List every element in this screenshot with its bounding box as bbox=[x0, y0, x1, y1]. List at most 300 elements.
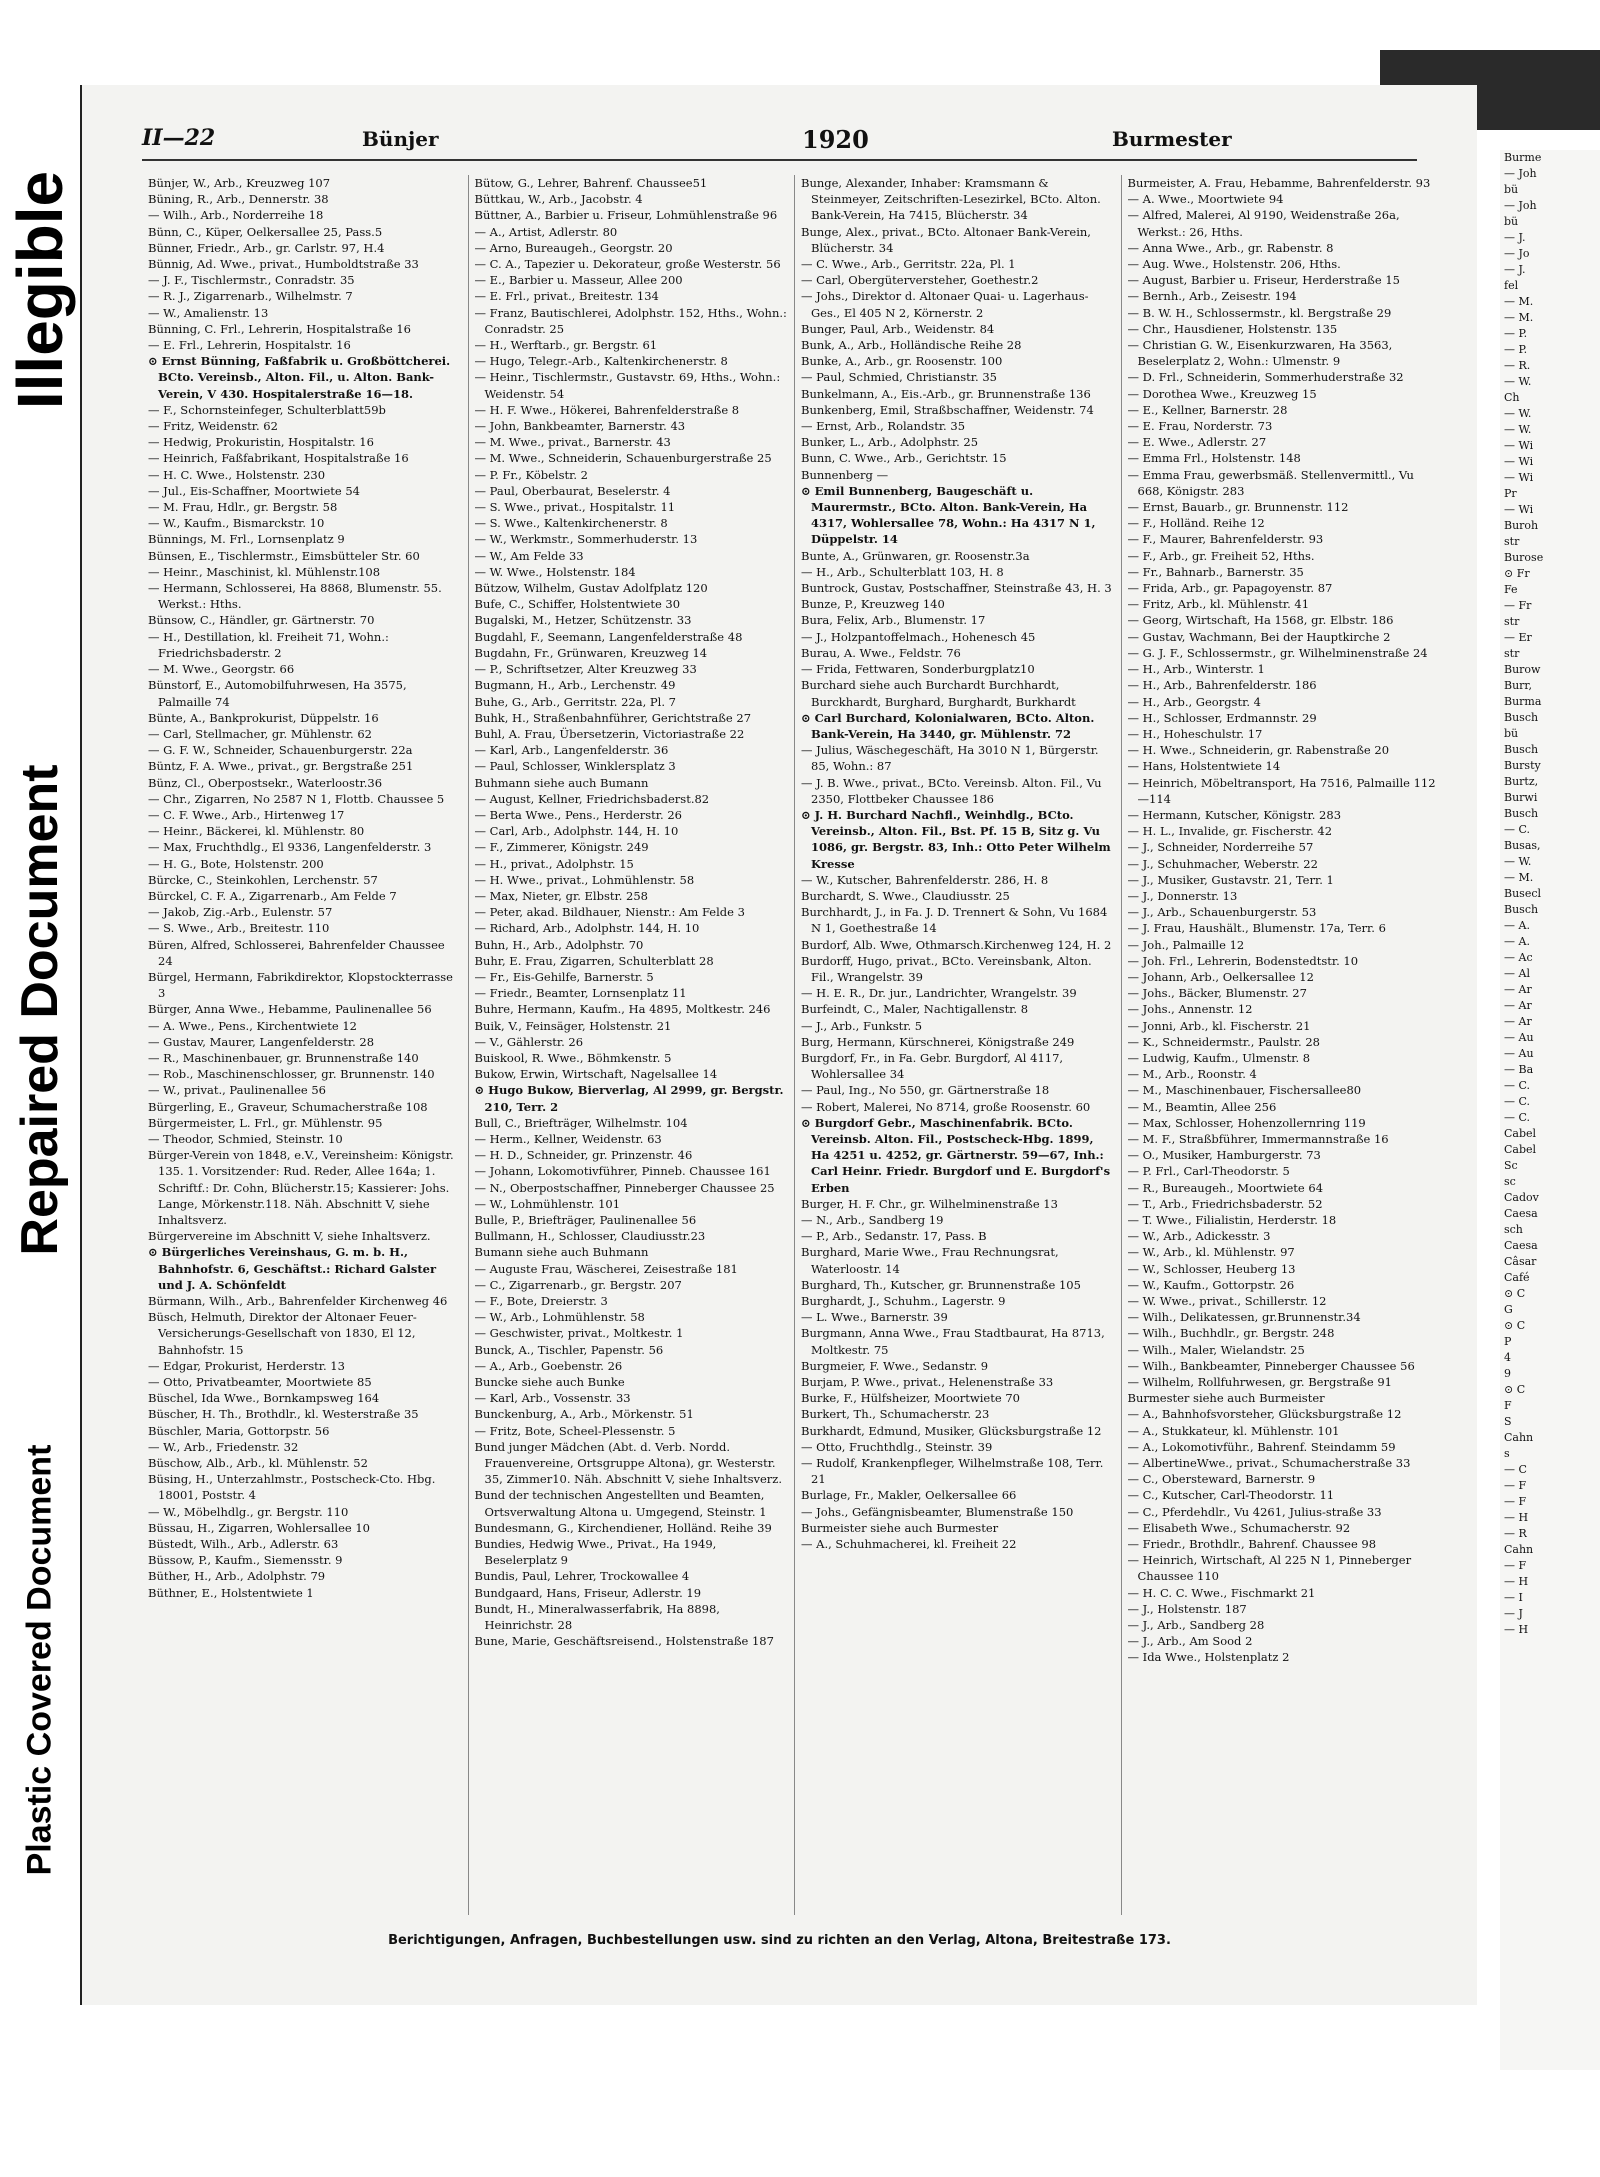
directory-entry: — W., Arb., Adickesstr. 3 bbox=[1127, 1229, 1271, 1244]
directory-entry: — Ida Wwe., Holstenplatz 2 bbox=[1127, 1650, 1290, 1665]
page-year: 1920 bbox=[802, 125, 869, 154]
directory-entry: — AlbertineWwe., privat., Schumacherstraße 33 bbox=[1127, 1456, 1411, 1471]
directory-entry: — Friedr., Beamter, Lornsenplatz 11 bbox=[474, 986, 687, 1001]
directory-entry: Bugdahn, Fr., Grünwaren, Kreuzweg 14 bbox=[474, 645, 708, 660]
partial-entry: Burma bbox=[1504, 695, 1542, 708]
last-entry-name: Burmester bbox=[1112, 127, 1232, 151]
partial-entry: sch bbox=[1504, 1223, 1523, 1236]
directory-entry: — Fritz, Bote, Scheel-Plessenstr. 5 bbox=[474, 1423, 676, 1438]
partial-entry: Caesa bbox=[1504, 1239, 1538, 1252]
directory-entry: Burg, Hermann, Kürschnerei, Königstraße 249 bbox=[801, 1034, 1075, 1049]
directory-entry: — Arno, Bureaugeh., Georgstr. 20 bbox=[474, 240, 673, 255]
directory-entry: — B. W. H., Schlossermstr., kl. Bergstraße 29 bbox=[1127, 305, 1392, 320]
directory-entry: Bünz, Cl., Oberpostsekr., Waterloostr.36 bbox=[148, 775, 383, 790]
directory-entry: — A., Artist, Adlerstr. 80 bbox=[474, 224, 618, 239]
partial-entry: Buroh bbox=[1504, 519, 1539, 532]
directory-entry: Bunger, Paul, Arb., Weidenstr. 84 bbox=[801, 321, 995, 336]
partial-entry: P bbox=[1504, 1335, 1512, 1348]
partial-entry: Burwi bbox=[1504, 791, 1538, 804]
directory-entry: — Heinr., Maschinist, kl. Mühlenstr.108 bbox=[148, 564, 381, 579]
partial-entry: ⊙ C bbox=[1504, 1383, 1526, 1396]
partial-entry: — F bbox=[1504, 1559, 1527, 1572]
directory-entry: — Carl, Arb., Adolphstr. 144, H. 10 bbox=[474, 824, 679, 839]
directory-entry: Buhk, H., Straßenbahnführer, Gerichtstraße 27 bbox=[474, 710, 752, 725]
partial-entry: — C. bbox=[1504, 823, 1531, 836]
directory-entry: — August, Kellner, Friedrichsbaderst.82 bbox=[474, 791, 710, 806]
directory-entry: — Theodor, Schmied, Steinstr. 10 bbox=[148, 1131, 343, 1146]
directory-entry: — Heinrich, Faßfabrikant, Hospitalstraße 16 bbox=[148, 451, 409, 466]
directory-entry: Buhn, H., Arb., Adolphstr. 70 bbox=[474, 937, 644, 952]
partial-entry: — I bbox=[1504, 1591, 1523, 1604]
directory-entry: Büntz, F. A. Wwe., privat., gr. Bergstraße 251 bbox=[148, 759, 414, 774]
partial-entry: Pr bbox=[1504, 487, 1517, 500]
directory-entry: — H., Destillation, kl. Freiheit 71, Wohn.: Friedrichsbaderstr. 2 bbox=[148, 629, 389, 660]
page-footer: Berichtigungen, Anfragen, Buchbestellungen usw. sind zu richten an den Verlag, Altona, Breitestraße 173. bbox=[388, 1933, 1171, 1948]
directory-entry: — C., Pferdehdlr., Vu 4261, Julius-straße 33 bbox=[1127, 1504, 1382, 1519]
partial-entry: Cadov bbox=[1504, 1191, 1539, 1204]
directory-entry: — Geschwister, privat., Moltkestr. 1 bbox=[474, 1326, 684, 1341]
directory-entry: Büstedt, Wilh., Arb., Adlerstr. 63 bbox=[148, 1537, 339, 1552]
directory-entry: — J. B. Wwe., privat., BCto. Vereinsb. Alton. Fil., Vu 2350, Flottbeker Chaussee 186 bbox=[801, 775, 1102, 806]
directory-entry: — H., Werftarb., gr. Bergstr. 61 bbox=[474, 338, 658, 353]
directory-entry: Burkhardt, Edmund, Musiker, Glücksburgstraße 12 bbox=[801, 1423, 1102, 1438]
directory-entry: — E. Wwe., Adlerstr. 27 bbox=[1127, 435, 1267, 450]
directory-entry: — Johs., Direktor d. Altonaer Quai- u. Lagerhaus-Ges., El 405 N 2, Körnerstr. 2 bbox=[801, 289, 1089, 320]
directory-entry: — Edgar, Prokurist, Herderstr. 13 bbox=[148, 1358, 345, 1373]
directory-entry: Burghard, Marie Wwe., Frau Rechnungsrat, Waterloostr. 14 bbox=[801, 1245, 1059, 1276]
directory-entry: Burchardt, S. Wwe., Claudiusstr. 25 bbox=[801, 888, 1010, 903]
directory-entry: — F., Bote, Dreierstr. 3 bbox=[474, 1294, 608, 1309]
partial-entry: — Wi bbox=[1504, 439, 1534, 452]
directory-entry: — E., Barbier u. Masseur, Allee 200 bbox=[474, 273, 683, 288]
partial-entry: — Er bbox=[1504, 631, 1532, 644]
directory-entry: Bugdahl, F., Seemann, Langenfelderstraße 48 bbox=[474, 629, 743, 644]
partial-entry: — Wi bbox=[1504, 471, 1534, 484]
directory-entry: Bunge, Alex., privat., BCto. Altonaer Bank-Verein, Blücherstr. 34 bbox=[801, 224, 1091, 255]
directory-entry: — Frida, Arb., gr. Papagoyenstr. 87 bbox=[1127, 581, 1333, 596]
partial-entry: Cahn bbox=[1504, 1543, 1534, 1556]
next-page-strip bbox=[1500, 150, 1600, 2070]
directory-entry: Burchard siehe auch Burchardt Burchhardt, Burckhardt, Burghard, Burghardt, Burkhardt bbox=[801, 678, 1076, 709]
directory-entry: Büschow, Alb., Arb., kl. Mühlenstr. 52 bbox=[148, 1456, 368, 1471]
directory-entry: — K., Schneidermstr., Paulstr. 28 bbox=[1127, 1034, 1320, 1049]
directory-entry: Büther, H., Arb., Adolphstr. 79 bbox=[148, 1569, 326, 1584]
directory-entry: — J., Donnerstr. 13 bbox=[1127, 888, 1238, 903]
directory-entry: — Paul, Oberbaurat, Beselerstr. 4 bbox=[474, 483, 671, 498]
directory-entry: Buntrock, Gustav, Postschaffner, Steinstraße 43, H. 3 bbox=[801, 581, 1112, 596]
partial-entry: bü bbox=[1504, 183, 1519, 196]
directory-entry: Büttner, A., Barbier u. Friseur, Lohmühlenstraße 96 bbox=[474, 208, 778, 223]
directory-entry: — J., Holzpantoffelmach., Hohenesch 45 bbox=[801, 629, 1036, 644]
entry-columns bbox=[142, 175, 1447, 1915]
directory-entry: — A., Stukkateur, kl. Mühlenstr. 101 bbox=[1127, 1423, 1340, 1438]
directory-entry: — Carl, Stellmacher, gr. Mühlenstr. 62 bbox=[148, 726, 373, 741]
partial-entry: fel bbox=[1504, 279, 1519, 292]
directory-entry: — W., Arb., Lohmühlenstr. 58 bbox=[474, 1310, 645, 1325]
directory-entry: — Hugo, Telegr.-Arb., Kaltenkirchenerstr. 8 bbox=[474, 354, 728, 369]
partial-entry: — R. bbox=[1504, 359, 1531, 372]
directory-entry: — Berta Wwe., Pens., Herderstr. 26 bbox=[474, 807, 682, 822]
directory-entry: Burmester siehe auch Burmeister bbox=[1127, 1391, 1325, 1406]
directory-entry: Buik, V., Feinsäger, Holstenstr. 21 bbox=[474, 1018, 672, 1033]
partial-entry: — F bbox=[1504, 1495, 1527, 1508]
partial-entry: F bbox=[1504, 1399, 1512, 1412]
directory-entry: — W., Kutscher, Bahrenfelderstr. 286, H. 8 bbox=[801, 872, 1049, 887]
directory-entry: — Otto, Fruchthdlg., Steinstr. 39 bbox=[801, 1439, 993, 1454]
directory-entry: ⊙ Hugo Bukow, Bierverlag, Al 2999, gr. Bergstr. 210, Terr. 2 bbox=[474, 1083, 784, 1114]
partial-entry: — C. bbox=[1504, 1095, 1531, 1108]
directory-entry: — M. Wwe., Georgstr. 66 bbox=[148, 662, 295, 677]
directory-entry: — P. Frl., Carl-Theodorstr. 5 bbox=[1127, 1164, 1290, 1179]
directory-entry: — H., Arb., Bahrenfelderstr. 186 bbox=[1127, 678, 1317, 693]
page-number: II—22 bbox=[142, 125, 216, 151]
directory-entry: Bürgermeister, L. Frl., gr. Mühlenstr. 95 bbox=[148, 1115, 383, 1130]
directory-entry: Bundies, Hedwig Wwe., Privat., Ha 1949, Beselerplatz 9 bbox=[474, 1537, 717, 1568]
directory-entry: — Ludwig, Kaufm., Ulmenstr. 8 bbox=[1127, 1050, 1311, 1065]
directory-entry: — L. Wwe., Barnerstr. 39 bbox=[801, 1310, 948, 1325]
directory-entry: Bunckenburg, A., Arb., Mörkenstr. 51 bbox=[474, 1407, 694, 1422]
directory-entry: — M. Frau, Hdlr., gr. Bergstr. 58 bbox=[148, 500, 338, 515]
directory-entry: — J. Frau, Haushält., Blumenstr. 17a, Terr. 6 bbox=[1127, 921, 1386, 936]
directory-entry: Bürcke, C., Steinkohlen, Lerchenstr. 57 bbox=[148, 872, 378, 887]
directory-entry: — J., Schuhmacher, Weberstr. 22 bbox=[1127, 856, 1318, 871]
directory-entry: — Anna Wwe., Arb., gr. Rabenstr. 8 bbox=[1127, 240, 1334, 255]
directory-entry: ⊙ Carl Burchard, Kolonialwaren, BCto. Alton. Bank-Verein, Ha 3440, gr. Mühlenstr. 72 bbox=[801, 710, 1095, 741]
directory-entry: — F., Schornsteinfeger, Schulterblatt59b bbox=[148, 402, 386, 417]
directory-entry: Bünnig, Ad. Wwe., privat., Humboldtstraße 33 bbox=[148, 257, 419, 272]
partial-entry: — C. bbox=[1504, 1079, 1531, 1092]
directory-entry: — Peter, akad. Bildhauer, Nienstr.: Am Felde 3 bbox=[474, 905, 745, 920]
plastic-covered-label: Plastic Covered Document bbox=[20, 1444, 59, 1876]
directory-entry: — S. Wwe., privat., Hospitalstr. 11 bbox=[474, 500, 676, 515]
directory-entry: — Hedwig, Prokuristin, Hospitalstr. 16 bbox=[148, 435, 374, 450]
directory-entry: — J., Arb., Sandberg 28 bbox=[1127, 1618, 1265, 1633]
partial-entry: S bbox=[1504, 1415, 1512, 1428]
directory-entry: Büssau, H., Zigarren, Wohlersallee 10 bbox=[148, 1520, 370, 1535]
partial-entry: — P. bbox=[1504, 343, 1528, 356]
directory-entry: Burghard, Th., Kutscher, gr. Brunnenstraße 105 bbox=[801, 1277, 1081, 1292]
directory-entry: — J., Arb., Am Sood 2 bbox=[1127, 1634, 1253, 1649]
directory-entry: — Wilh., Maler, Wielandstr. 25 bbox=[1127, 1342, 1305, 1357]
partial-entry: Busch bbox=[1504, 807, 1539, 820]
directory-entry: — Aug. Wwe., Holstenstr. 206, Hths. bbox=[1127, 257, 1341, 272]
directory-entry: — Alfred, Malerei, Al 9190, Weidenstraße 26a, Werkst.: 26, Hths. bbox=[1127, 208, 1400, 239]
directory-entry: — Johs., Gefängnisbeamter, Blumenstraße 150 bbox=[801, 1504, 1074, 1519]
directory-entry: — N., Oberpostschaffner, Pinneberger Chaussee 25 bbox=[474, 1180, 775, 1195]
directory-entry: — J., Holstenstr. 187 bbox=[1127, 1601, 1247, 1616]
directory-entry: — A., Bahnhofsvorsteher, Glücksburgstraße 12 bbox=[1127, 1407, 1402, 1422]
directory-entry: Burghardt, J., Schuhm., Lagerstr. 9 bbox=[801, 1294, 1006, 1309]
directory-entry: — Chr., Hausdiener, Holstenstr. 135 bbox=[1127, 321, 1338, 336]
directory-entry: — Max, Schlosser, Hohenzollernring 119 bbox=[1127, 1115, 1366, 1130]
directory-entry: — M. F., Straßbführer, Immermannstraße 16 bbox=[1127, 1131, 1389, 1146]
directory-entry: — W. Wwe., Holstenstr. 184 bbox=[474, 564, 636, 579]
partial-entry: — A. bbox=[1504, 919, 1530, 932]
directory-entry: — Fr., Eis-Gehilfe, Barnerstr. 5 bbox=[474, 969, 654, 984]
directory-entry: — Herm., Kellner, Weidenstr. 63 bbox=[474, 1131, 662, 1146]
illegible-label: Illegible bbox=[4, 170, 76, 410]
directory-entry: — H., Schlosser, Erdmannstr. 29 bbox=[1127, 710, 1317, 725]
directory-entry: — A., Lokomotivführ., Bahrenf. Steindamm 59 bbox=[1127, 1439, 1396, 1454]
partial-entry: — W. bbox=[1504, 855, 1532, 868]
partial-entry: Sc bbox=[1504, 1159, 1518, 1172]
repaired-document-label: Repaired Document bbox=[11, 764, 69, 1256]
directory-entry: — Fr., Bahnarb., Barnerstr. 35 bbox=[1127, 564, 1304, 579]
directory-entry: Burdorf, Alb. Wwe, Othmarsch.Kirchenweg 124, H. 2 bbox=[801, 937, 1112, 952]
directory-entry: Büttkau, W., Arb., Jacobstr. 4 bbox=[474, 192, 643, 207]
directory-entry: Buhr, E. Frau, Zigarren, Schulterblatt 28 bbox=[474, 953, 714, 968]
directory-entry: — P., Arb., Sedanstr. 17, Pass. B bbox=[801, 1229, 987, 1244]
directory-entry: Burjam, P. Wwe., privat., Helenenstraße 33 bbox=[801, 1375, 1054, 1390]
directory-entry: — Friedr., Brothdlr., Bahrenf. Chaussee 98 bbox=[1127, 1537, 1377, 1552]
directory-entry: Buhl, A. Frau, Übersetzerin, Victoriastraße 22 bbox=[474, 726, 745, 741]
directory-entry: Bune, Marie, Geschäftsreisend., Holstenstraße 187 bbox=[474, 1634, 774, 1649]
directory-entry: — M., Arb., Roonstr. 4 bbox=[1127, 1067, 1257, 1082]
directory-entry: — Johann, Lokomotivführer, Pinneb. Chaussee 161 bbox=[474, 1164, 771, 1179]
directory-entry: — S. Wwe., Kaltenkirchenerstr. 8 bbox=[474, 516, 668, 531]
partial-entry: — Au bbox=[1504, 1031, 1534, 1044]
directory-entry: — Elisabeth Wwe., Schumacherstr. 92 bbox=[1127, 1520, 1351, 1535]
partial-entry: — C. bbox=[1504, 1111, 1531, 1124]
directory-entry: — J., Schneider, Norderreihe 57 bbox=[1127, 840, 1314, 855]
directory-entry: — Joh. Frl., Lehrerin, Bodenstedtstr. 10 bbox=[1127, 953, 1359, 968]
directory-entry: — Auguste Frau, Wäscherei, Zeisestraße 181 bbox=[474, 1261, 738, 1276]
partial-entry: str bbox=[1504, 647, 1520, 660]
partial-entry: Burme bbox=[1504, 151, 1542, 164]
partial-entry: 9 bbox=[1504, 1367, 1511, 1380]
directory-entry: — Emma Frl., Holstenstr. 148 bbox=[1127, 451, 1301, 466]
directory-entry: Bunze, P., Kreuzweg 140 bbox=[801, 597, 945, 612]
directory-entry: — M. Wwe., privat., Barnerstr. 43 bbox=[474, 435, 671, 450]
directory-entry: — Wilh., Arb., Norderreihe 18 bbox=[148, 208, 324, 223]
directory-entry: Bugalski, M., Hetzer, Schützenstr. 33 bbox=[474, 613, 692, 628]
partial-entry: — Wi bbox=[1504, 455, 1534, 468]
directory-entry: — Wilh., Buchhdlr., gr. Bergstr. 248 bbox=[1127, 1326, 1335, 1341]
directory-entry: Bütow, G., Lehrer, Bahrenf. Chaussee51 bbox=[474, 176, 708, 190]
directory-entry: — H. C. Wwe., Holstenstr. 230 bbox=[148, 467, 326, 482]
partial-entry: — J. bbox=[1504, 263, 1526, 276]
directory-entry: Buhmann siehe auch Bumann bbox=[474, 775, 649, 790]
directory-entry: — W., Arb., Friedenstr. 32 bbox=[148, 1439, 299, 1454]
directory-entry: — E., Kellner, Barnerstr. 28 bbox=[1127, 402, 1288, 417]
directory-entry: — Wilhelm, Rollfuhrwesen, gr. Bergstraße 91 bbox=[1127, 1375, 1392, 1390]
directory-entry: Bunkenberg, Emil, Straßbschaffner, Weidenstr. 74 bbox=[801, 402, 1094, 417]
directory-entry: — H., Arb., Schulterblatt 103, H. 8 bbox=[801, 564, 1004, 579]
directory-entry: Büthner, E., Holstentwiete 1 bbox=[148, 1585, 314, 1600]
directory-entry: — Ernst, Arb., Rolandstr. 35 bbox=[801, 419, 966, 434]
directory-entry: Burfeindt, C., Maler, Nachtigallenstr. 8 bbox=[801, 1002, 1029, 1017]
partial-entry: 4 bbox=[1504, 1351, 1511, 1364]
directory-entry: Büssow, P., Kaufm., Siemensstr. 9 bbox=[148, 1553, 343, 1568]
directory-entry: Büren, Alfred, Schlosserei, Bahrenfelder Chaussee 24 bbox=[148, 937, 445, 968]
partial-entry: s bbox=[1504, 1447, 1510, 1460]
directory-entry: — C. A., Tapezier u. Dekorateur, große Westerstr. 56 bbox=[474, 257, 781, 272]
directory-entry: Bunke, A., Arb., gr. Roosenstr. 100 bbox=[801, 354, 1003, 369]
partial-entry: Burow bbox=[1504, 663, 1541, 676]
partial-entry: — M. bbox=[1504, 311, 1534, 324]
partial-entry: ⊙ C bbox=[1504, 1319, 1526, 1332]
directory-entry: Bull, C., Briefträger, Wilhelmstr. 104 bbox=[474, 1115, 688, 1130]
directory-entry: Bürgel, Hermann, Fabrikdirektor, Klopstockterrasse 3 bbox=[148, 969, 453, 1001]
directory-entry: — Hermann, Schlosserei, Ha 8868, Blumenstr. 55. Werkst.: Hths. bbox=[148, 581, 442, 612]
partial-entry: Burr, bbox=[1504, 679, 1532, 692]
directory-entry: — J. F., Tischlermstr., Conradstr. 35 bbox=[148, 273, 355, 288]
directory-entry: — Carl, Obergüterversteher, Goethestr.2 bbox=[801, 273, 1039, 288]
directory-entry: — Hans, Holstentwiete 14 bbox=[1127, 759, 1281, 774]
directory-entry: — Paul, Schmied, Christianstr. 35 bbox=[801, 370, 997, 385]
column-1 bbox=[142, 175, 469, 1915]
partial-entry: Cabel bbox=[1504, 1143, 1537, 1156]
partial-entry: Cahn bbox=[1504, 1431, 1534, 1444]
directory-entry: Bunge, Alexander, Inhaber: Kramsmann & Steinmeyer, Zeitschriften-Lesezirkel, BCto. Alton. Bank-Verein, Ha 7415, Blücherstr. 34 bbox=[801, 176, 1101, 223]
directory-entry: Bünnings, M. Frl., Lornsenplatz 9 bbox=[148, 532, 345, 547]
directory-entry: Bünning, C. Frl., Lehrerin, Hospitalstraße 16 bbox=[148, 321, 411, 336]
directory-entry: Burkert, Th., Schumacherstr. 23 bbox=[801, 1407, 990, 1422]
directory-entry: ⊙ J. H. Burchard Nachfl., Weinhdlg., BCto. Vereinsb., Alton. Fil., Bst. Pf. 15 B, Sitz g. Vu 1086, gr. Bergstr. 83, Inh.: Otto Peter Wilhelm Kresse bbox=[801, 807, 1111, 871]
column-4 bbox=[1122, 175, 1448, 1915]
partial-entry: — H bbox=[1504, 1511, 1529, 1524]
directory-entry: — F., Arb., gr. Freiheit 52, Hths. bbox=[1127, 548, 1315, 563]
directory-entry: — Heinrich, Möbeltransport, Ha 7516, Palmaille 112—114 bbox=[1127, 775, 1436, 806]
directory-entry: — H. F. Wwe., Hökerei, Bahrenfelderstraße 8 bbox=[474, 402, 740, 417]
partial-entry: — H bbox=[1504, 1575, 1529, 1588]
directory-entry: — Gustav, Maurer, Langenfelderstr. 28 bbox=[148, 1034, 375, 1049]
partial-entry: Busch bbox=[1504, 743, 1539, 756]
directory-entry: Burdorff, Hugo, privat., BCto. Vereinsbank, Alton. Fil., Wrangelstr. 39 bbox=[801, 953, 1092, 984]
partial-entry: — Ar bbox=[1504, 983, 1532, 996]
directory-entry: ⊙ Bürgerliches Vereinshaus, G. m. b. H., Bahnhofstr. 6, Geschäftst.: Richard Galster und J. A. Schönfeldt bbox=[148, 1245, 437, 1292]
directory-entry: — Ernst, Bauarb., gr. Brunnenstr. 112 bbox=[1127, 500, 1349, 515]
partial-entry: ⊙ C bbox=[1504, 1287, 1526, 1300]
directory-entry: — Rudolf, Krankenpfleger, Wilhelmstraße 108, Terr. 21 bbox=[801, 1456, 1104, 1487]
directory-entry: Bürgervereine im Abschnitt V, siehe Inhaltsverz. bbox=[148, 1229, 431, 1244]
partial-entry: ⊙ Fr bbox=[1504, 567, 1530, 580]
directory-entry: — S. Wwe., Arb., Breitestr. 110 bbox=[148, 921, 330, 936]
directory-entry: Bunte, A., Grünwaren, gr. Roosenstr.3a bbox=[801, 548, 1030, 563]
directory-entry: — Otto, Privatbeamter, Moortwiete 85 bbox=[148, 1375, 372, 1390]
directory-entry: Buiskool, R. Wwe., Böhmkenstr. 5 bbox=[474, 1050, 672, 1065]
partial-entry: bü bbox=[1504, 727, 1519, 740]
directory-entry: Bufe, C., Schiffer, Holstentwiete 30 bbox=[474, 597, 681, 612]
directory-entry: — T. Wwe., Filialistin, Herderstr. 18 bbox=[1127, 1213, 1337, 1227]
directory-entry: — M. Wwe., Schneiderin, Schauenburgerstraße 25 bbox=[474, 451, 772, 466]
directory-entry: Bünner, Friedr., Arb., gr. Carlstr. 97, H.4 bbox=[148, 240, 385, 255]
directory-entry: Bünsen, E., Tischlermstr., Eimsbütteler Str. 60 bbox=[148, 548, 420, 563]
directory-entry: — W., Amalienstr. 13 bbox=[148, 305, 269, 320]
directory-entry: — Johs., Bäcker, Blumenstr. 27 bbox=[1127, 986, 1307, 1001]
directory-entry: — C., Kutscher, Carl-Theodorstr. 11 bbox=[1127, 1488, 1335, 1503]
directory-entry: Burlage, Fr., Makler, Oelkersallee 66 bbox=[801, 1488, 1017, 1503]
partial-entry: sc bbox=[1504, 1175, 1516, 1188]
directory-entry: — Paul, Ing., No 550, gr. Gärtnerstraße 18 bbox=[801, 1083, 1050, 1098]
directory-entry: Burchhardt, J., in Fa. J. D. Trennert & Sohn, Vu 1684 N 1, Goethestraße 14 bbox=[801, 905, 1108, 936]
directory-entry: Bünstorf, E., Automobilfuhrwesen, Ha 3575, Palmaille 74 bbox=[148, 678, 407, 709]
partial-entry: — M. bbox=[1504, 871, 1534, 884]
directory-entry: — T., Arb., Friedrichsbaderstr. 52 bbox=[1127, 1196, 1323, 1211]
partial-entry: G bbox=[1504, 1303, 1513, 1316]
directory-entry: — H. E. R., Dr. jur., Landrichter, Wrangelstr. 39 bbox=[801, 986, 1077, 1001]
directory-entry: — Heinrich, Wirtschaft, Al 225 N 1, Pinneberger Chaussee 110 bbox=[1127, 1553, 1412, 1584]
directory-entry: — C. F. Wwe., Arb., Hirtenweg 17 bbox=[148, 807, 345, 822]
directory-entry: Bützow, Wilhelm, Gustav Adolfplatz 120 bbox=[474, 581, 708, 596]
directory-entry: — P., Schriftsetzer, Alter Kreuzweg 33 bbox=[474, 662, 697, 677]
directory-entry: ⊙ Ernst Bünning, Faßfabrik u. Großböttcherei. BCto. Vereinsb., Alton. Fil., u. Alton. Bank-Verein, V 430. Hospitalerstraße 16—18. bbox=[148, 354, 451, 401]
partial-entry: Câsar bbox=[1504, 1255, 1537, 1268]
directory-entry: ⊙ Burgdorf Gebr., Maschinenfabrik. BCto. Vereinsb. Alton. Fil., Postscheck-Hbg. 1899, Ha 4251 u. 4252, gr. Gärtnerstr. 59—67, Inh.: Carl Heinr. Friedr. Burgdorf und E. Burgdorf's Erben bbox=[801, 1115, 1111, 1195]
partial-entry: Burtz, bbox=[1504, 775, 1539, 788]
directory-entry: Bunn, C. Wwe., Arb., Gerichtstr. 15 bbox=[801, 451, 1007, 466]
directory-entry: Buncke siehe auch Bunke bbox=[474, 1375, 625, 1390]
partial-entry: — Joh bbox=[1504, 199, 1537, 212]
directory-entry: — Jonni, Arb., kl. Fischerstr. 21 bbox=[1127, 1018, 1311, 1033]
directory-entry: — O., Musiker, Hamburgerstr. 73 bbox=[1127, 1148, 1321, 1163]
partial-entry: — Ba bbox=[1504, 1063, 1534, 1076]
partial-entry: — J. bbox=[1504, 231, 1526, 244]
partial-entry: — W. bbox=[1504, 375, 1532, 388]
directory-entry: Büning, R., Arb., Dennerstr. 38 bbox=[148, 192, 329, 207]
directory-entry: — H. L., Invalide, gr. Fischerstr. 42 bbox=[1127, 824, 1333, 839]
annotation-sidebar bbox=[0, 0, 80, 2177]
directory-entry: — Johs., Annenstr. 12 bbox=[1127, 1002, 1253, 1017]
directory-entry: — Jul., Eis-Schaffner, Moortwiete 54 bbox=[148, 483, 360, 498]
directory-entry: — W., Kaufm., Bismarckstr. 10 bbox=[148, 516, 325, 531]
directory-entry: Bürmann, Wilh., Arb., Bahrenfelder Kirchenweg 46 bbox=[148, 1294, 448, 1309]
directory-entry: — Julius, Wäschegeschäft, Ha 3010 N 1, Bürgerstr. 85, Wohn.: 87 bbox=[801, 743, 1099, 774]
directory-entry: Burke, F., Hülfsheizer, Moortwiete 70 bbox=[801, 1391, 1020, 1406]
directory-entry: Bukow, Erwin, Wirtschaft, Nagelsallee 14 bbox=[474, 1067, 718, 1082]
directory-entry: — Robert, Malerei, No 8714, große Roosenstr. 60 bbox=[801, 1099, 1091, 1114]
directory-entry: Bürgerling, E., Graveur, Schumacherstraße 108 bbox=[148, 1099, 428, 1114]
directory-entry: Burger, H. F. Chr., gr. Wilhelminenstraße 13 bbox=[801, 1196, 1058, 1211]
directory-entry: Bunnenberg — bbox=[801, 467, 889, 482]
directory-entry: — J., Arb., Funkstr. 5 bbox=[801, 1018, 923, 1033]
directory-entry: Bund junger Mädchen (Abt. d. Verb. Nordd. Frauenvereine, Ortsgruppe Altona), gr. Westerstr. 35, Zimmer10. Näh. Abschnitt V, siehe Inhaltsverz. bbox=[474, 1439, 782, 1487]
directory-entry: — Christian G. W., Eisenkurzwaren, Ha 3563, Beselerplatz 2, Wohn.: Ulmenstr. 9 bbox=[1127, 338, 1393, 369]
partial-entry: Cabel bbox=[1504, 1127, 1537, 1140]
directory-entry: Burgmann, Anna Wwe., Frau Stadtbaurat, Ha 8713, Moltkestr. 75 bbox=[801, 1326, 1105, 1357]
directory-entry: Bunk, A., Arb., Holländische Reihe 28 bbox=[801, 338, 1022, 353]
partial-entry: — Al bbox=[1504, 967, 1530, 980]
partial-entry: — P. bbox=[1504, 327, 1528, 340]
directory-entry: — W., Werkmstr., Sommerhuderstr. 13 bbox=[474, 532, 698, 547]
directory-entry: Bulle, P., Briefträger, Paulinenallee 56 bbox=[474, 1213, 697, 1227]
directory-entry: — H. Wwe., privat., Lohmühlenstr. 58 bbox=[474, 872, 695, 887]
partial-entry: — F bbox=[1504, 1479, 1527, 1492]
partial-entry: — Wi bbox=[1504, 503, 1534, 516]
directory-entry: — Max, Nieter, gr. Elbstr. 258 bbox=[474, 888, 648, 903]
directory-entry: Bürger, Anna Wwe., Hebamme, Paulinenallee 56 bbox=[148, 1002, 432, 1017]
directory-entry: — G. F. W., Schneider, Schauenburgerstr. 22a bbox=[148, 743, 413, 758]
partial-entry: Fe bbox=[1504, 583, 1518, 596]
directory-entry: — F., Maurer, Bahrenfelderstr. 93 bbox=[1127, 532, 1324, 547]
partial-entry: — M. bbox=[1504, 295, 1534, 308]
directory-entry: Bundt, H., Mineralwasserfabrik, Ha 8898, Heinrichstr. 28 bbox=[474, 1601, 720, 1633]
directory-entry: — Franz, Bautischlerei, Adolphstr. 152, Hths., Wohn.: Conradstr. 25 bbox=[474, 305, 787, 336]
partial-entry: — Ar bbox=[1504, 999, 1532, 1012]
directory-entry: — Wilh., Bankbeamter, Pinneberger Chaussee 56 bbox=[1127, 1358, 1415, 1373]
directory-entry: — J., Arb., Schauenburgerstr. 53 bbox=[1127, 905, 1317, 920]
partial-entry: — Au bbox=[1504, 1047, 1534, 1060]
partial-entry: Burose bbox=[1504, 551, 1544, 564]
directory-entry: — Wilh., Delikatessen, gr.Brunnenstr.34 bbox=[1127, 1310, 1361, 1325]
directory-entry: Burmeister, A. Frau, Hebamme, Bahrenfelderstr. 93 bbox=[1127, 176, 1431, 190]
directory-entry: — E. Frl., Lehrerin, Hospitalstr. 16 bbox=[148, 338, 351, 353]
directory-entry: Bullmann, H., Schlosser, Claudiusstr.23 bbox=[474, 1229, 706, 1244]
directory-entry: — M., Maschinenbauer, Fischersallee80 bbox=[1127, 1083, 1362, 1098]
directory-entry: Bundgaard, Hans, Friseur, Adlerstr. 19 bbox=[474, 1585, 702, 1600]
directory-entry: — C., Zigarrenarb., gr. Bergstr. 207 bbox=[474, 1277, 682, 1292]
directory-entry: Bunker, L., Arb., Adolphstr. 25 bbox=[801, 435, 979, 450]
